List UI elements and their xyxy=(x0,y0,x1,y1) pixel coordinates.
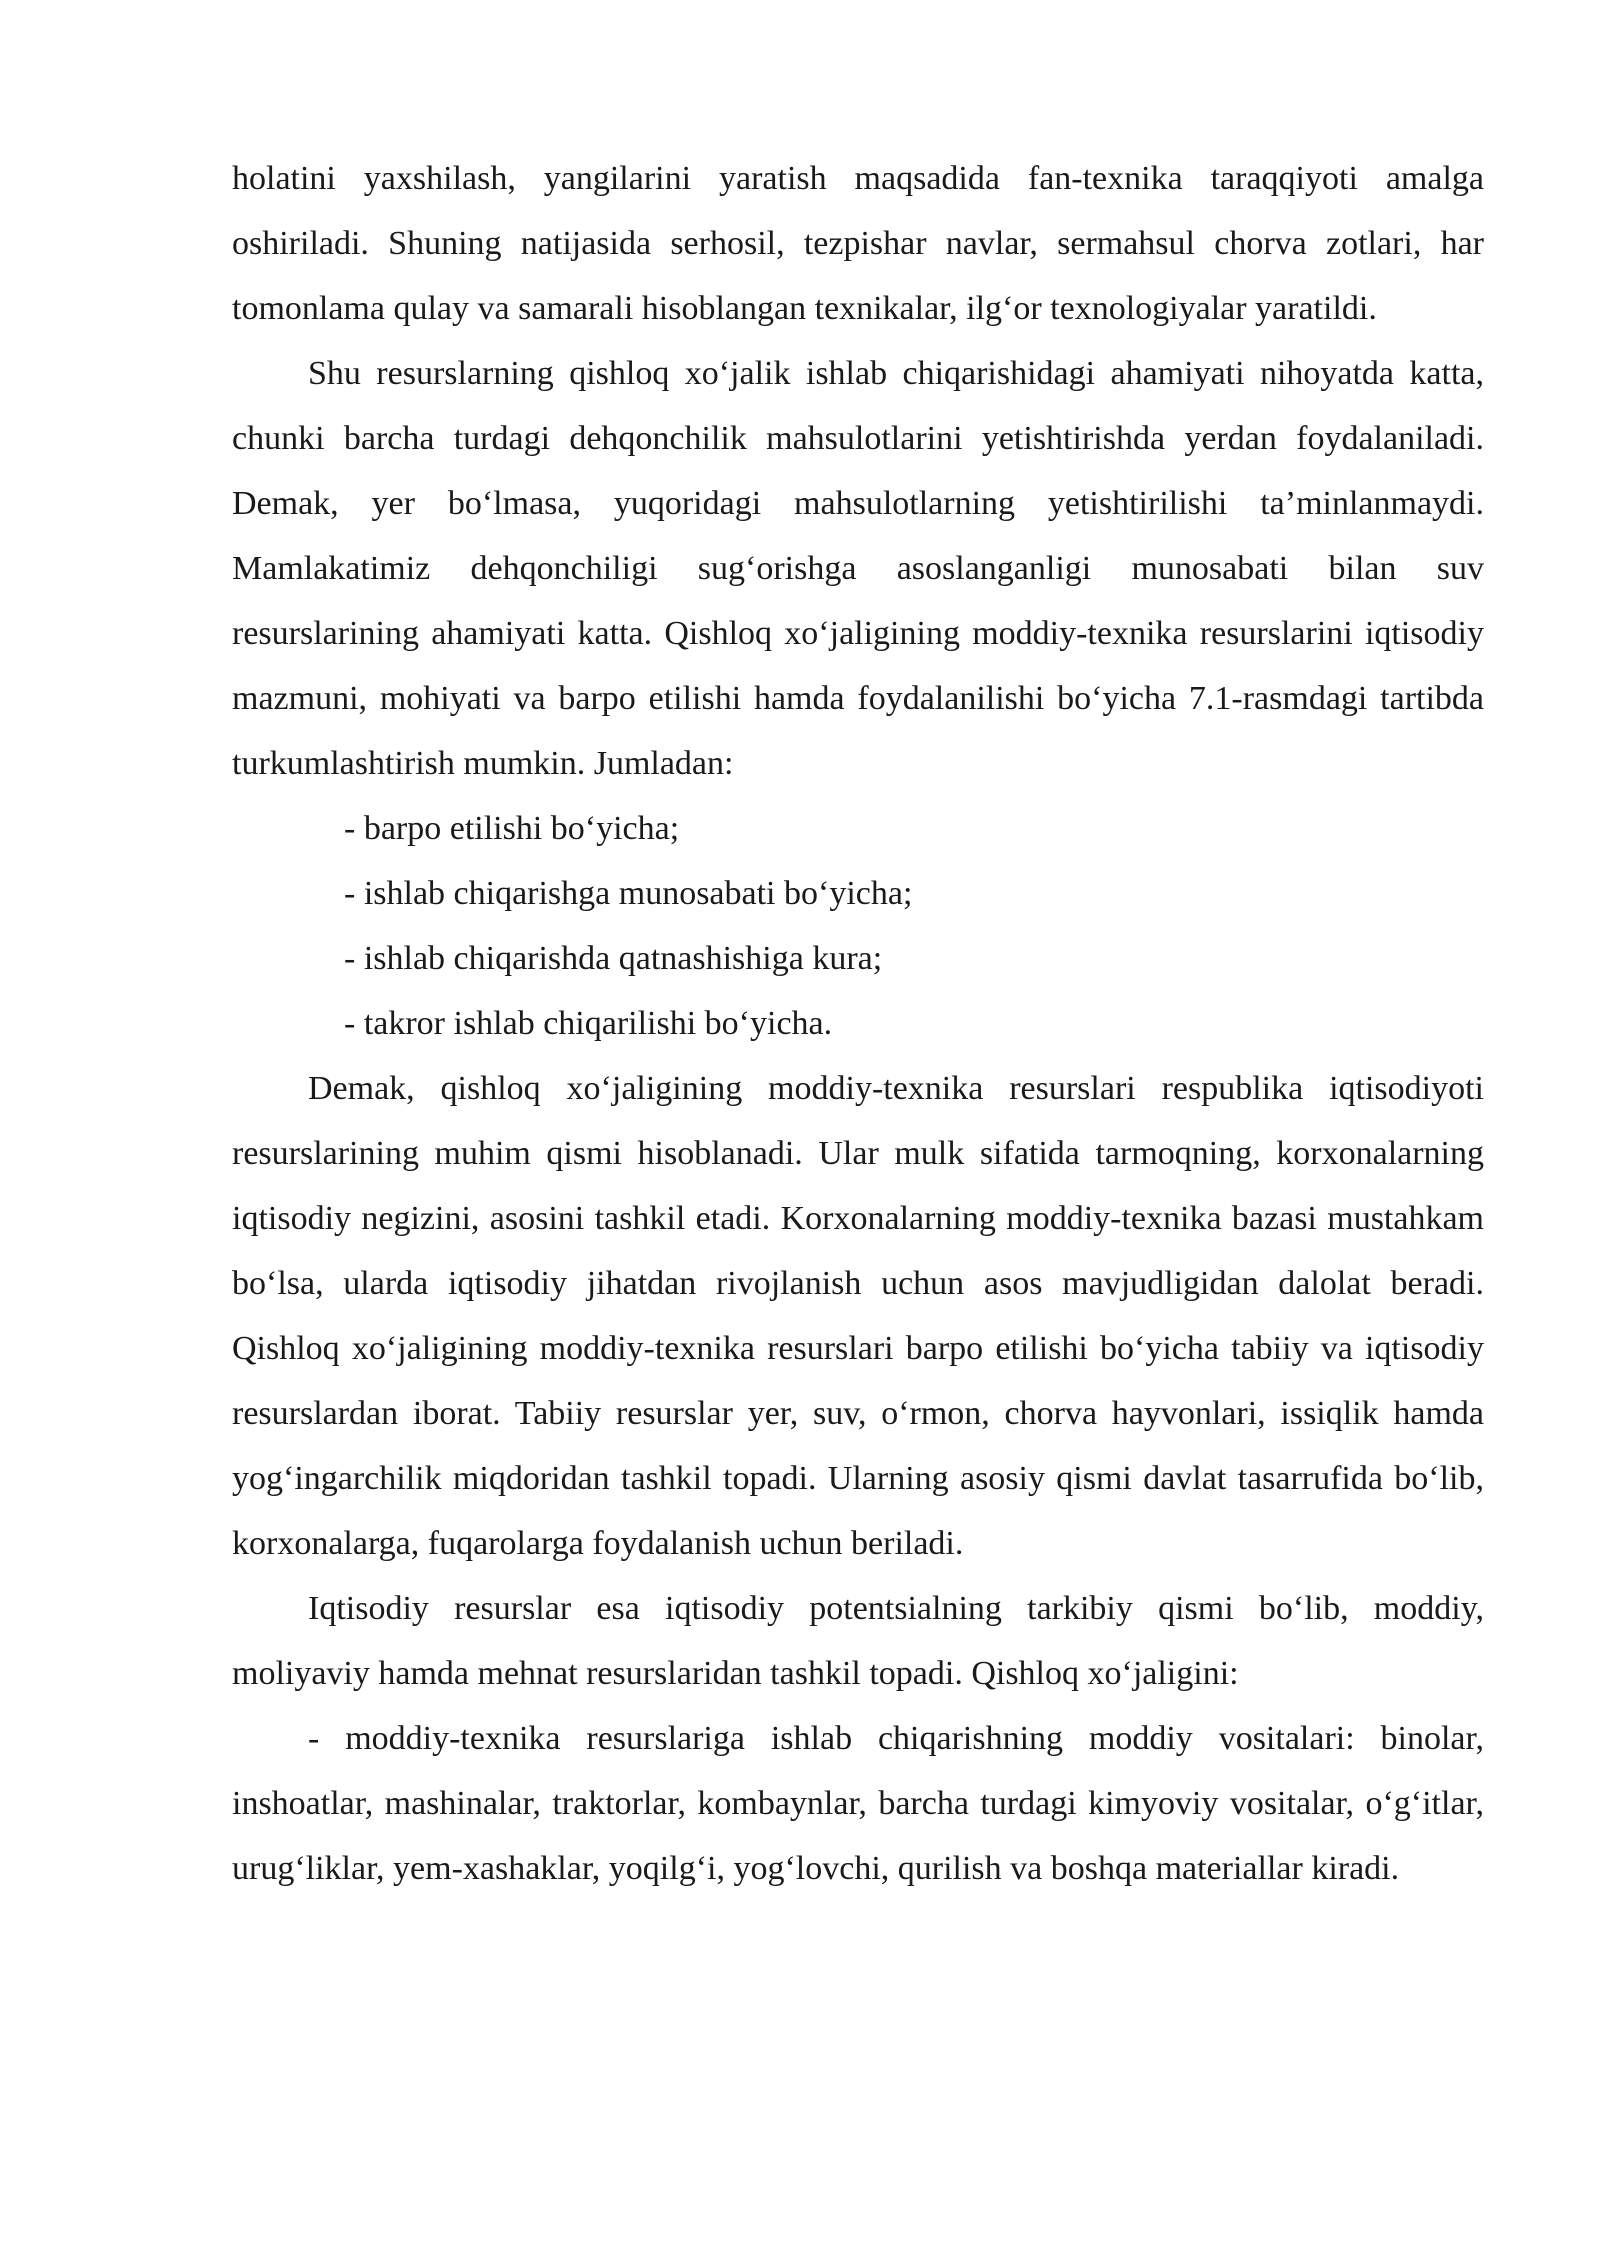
paragraph-economic-resources: Iqtisodiy resurslar esa iqtisodiy potentsialning tarkibiy qismi bo‘lib, moddiy, moliyaviy hamda mehnat resurslaridan tashkil topadi. Qishloq xo‘jaligini: xyxy=(232,1590,1484,1692)
list-item: - barpo etilishi bo‘yicha; xyxy=(344,810,680,847)
list-item: - ishlab chiqarishda qatnashishiga kura; xyxy=(344,940,883,977)
classification-list xyxy=(232,796,1484,1056)
list-item: - ishlab chiqarishga munosabati bo‘yicha; xyxy=(344,875,913,912)
paragraph-continuation: holatini yaxshilash, yangilarini yaratish maqsadida fan-texnika taraqqiyoti amalga oshiriladi. Shuning natijasida serhosil, tezpishar navlar, sermahsul chorva zotlari, har tomonlama qulay va samarali hisoblangan texnikalar, ilg‘or texnologiyalar yaratildi. xyxy=(232,160,1484,327)
paragraph-resources-importance: Shu resurslarning qishloq xo‘jalik ishlab chiqarishidagi ahamiyati nihoyatda katta, chunki barcha turdagi dehqonchilik mahsulotlarini yetishtirishda yerdan foydalaniladi. Demak, yer bo‘lmasa, yuqoridagi mahsulotlarning yetishtirilishi ta’minlanmaydi. Mamlakatimiz dehqonchiligi sug‘orishga asoslanganligi munosabati bilan suv resurslarining ahamiyati katta. Qishloq xo‘jaligining moddiy-texnika resurslarini iqtisodiy mazmuni, mohiyati va barpo etilishi hamda foydalanilishi bo‘yicha 7.1-rasmdagi tartibda turkumlashtirish mumkin. Jumladan: xyxy=(232,355,1484,782)
document-page xyxy=(232,146,1484,1901)
paragraph-material-means: - moddiy-texnika resurslariga ishlab chiqarishning moddiy vositalari: binolar, inshoatlar, mashinalar, traktorlar, kombaynlar, barcha turdagi kimyoviy vositalar, o‘g‘itlar, urug‘liklar, yem-xashaklar, yoqilg‘i, yog‘lovchi, qurilish va boshqa materiallar kiradi. xyxy=(232,1720,1484,1887)
paragraph-material-technical-resources: Demak, qishloq xo‘jaligining moddiy-texnika resurslari respublika iqtisodiyoti resurslarining muhim qismi hisoblanadi. Ular mulk sifatida tarmoqning, korxonalarning iqtisodiy negizini, asosini tashkil etadi. Korxonalarning moddiy-texnika bazasi mustahkam bo‘lsa, ularda iqtisodiy jihatdan rivojlanish uchun asos mavjudligidan dalolat beradi. Qishloq xo‘jaligining moddiy-texnika resurslari barpo etilishi bo‘yicha tabiiy va iqtisodiy resurslardan iborat. Tabiiy resurslar yer, suv, o‘rmon, chorva hayvonlari, issiqlik hamda yog‘ingarchilik miqdoridan tashkil topadi. Ularning asosiy qismi davlat tasarrufida bo‘lib, korxonalarga, fuqarolarga foydalanish uchun beriladi. xyxy=(232,1070,1484,1562)
list-item: - takror ishlab chiqarilishi bo‘yicha. xyxy=(344,1005,833,1042)
